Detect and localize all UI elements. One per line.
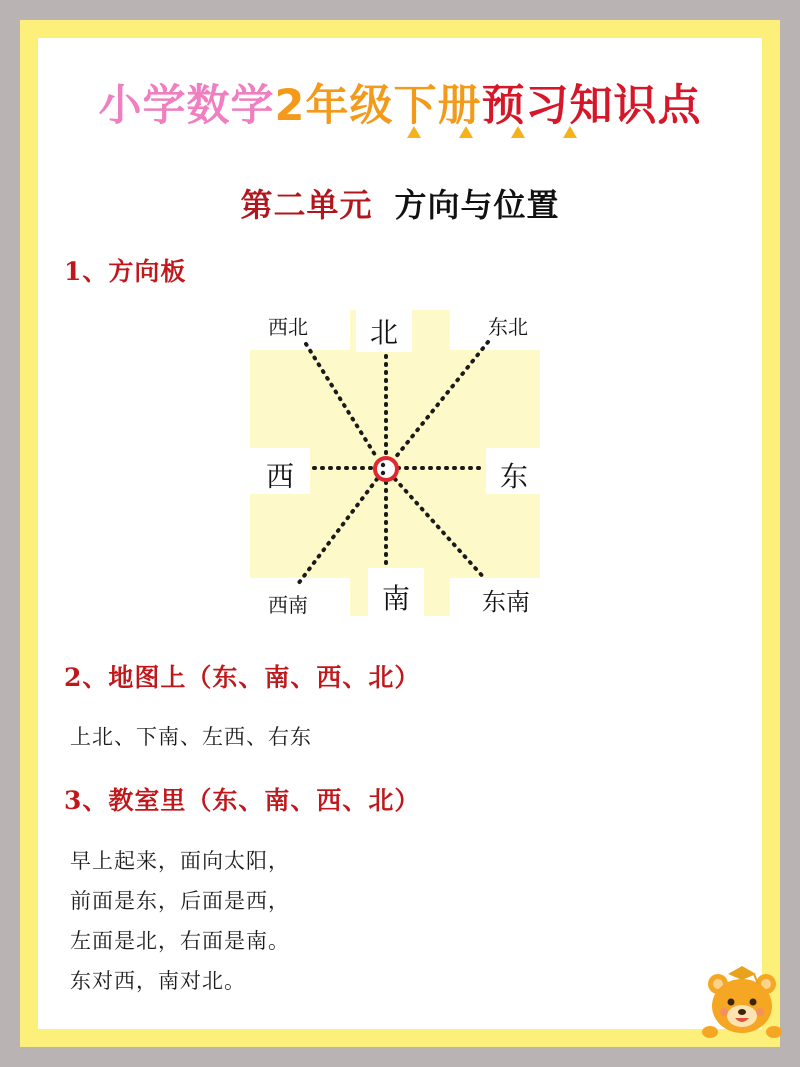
title-part-2: 2年级下册	[274, 81, 482, 131]
title-part-3: 预习知识点	[481, 81, 702, 131]
center-dot	[381, 471, 385, 475]
classroom-line-3: 左面是北，右面是南。	[70, 929, 290, 953]
classroom-line-1: 早上起来，面向太阳，	[70, 849, 290, 873]
section-3-heading: 3、教室里（东、南、西、北）	[64, 786, 421, 815]
center-dot	[381, 463, 385, 467]
triangle-decor-icon	[407, 126, 421, 138]
label-northeast: 东北	[488, 315, 528, 339]
bear-mascot-icon	[700, 962, 784, 1046]
label-northwest: 西北	[268, 315, 308, 339]
center-ring-icon	[375, 458, 397, 480]
classroom-line-4: 东对西，南对北。	[70, 969, 246, 993]
label-southwest: 西南	[268, 593, 308, 617]
triangle-decor-icon	[511, 126, 525, 138]
label-west: 西	[265, 460, 295, 493]
section-1-heading: 1、方向板	[64, 257, 187, 286]
unit-title: 方向与位置	[394, 186, 560, 224]
label-east: 东	[499, 460, 529, 493]
title-part-1: 小学数学	[98, 81, 275, 131]
map-directions-text: 上北、下南、左西、右东	[70, 725, 312, 749]
page-title	[0, 72, 800, 133]
label-south: 南	[381, 582, 411, 615]
direction-board	[250, 300, 550, 620]
section-2-heading: 2、地图上（东、南、西、北）	[64, 663, 421, 692]
triangle-decor-icon	[459, 126, 473, 138]
classroom-line-2: 前面是东，后面是西，	[70, 889, 290, 913]
label-north: 北	[369, 316, 399, 349]
unit-heading	[0, 180, 800, 226]
triangle-decor-icon	[563, 126, 577, 138]
unit-label: 第二单元	[240, 186, 373, 224]
label-southeast: 东南	[482, 588, 530, 616]
